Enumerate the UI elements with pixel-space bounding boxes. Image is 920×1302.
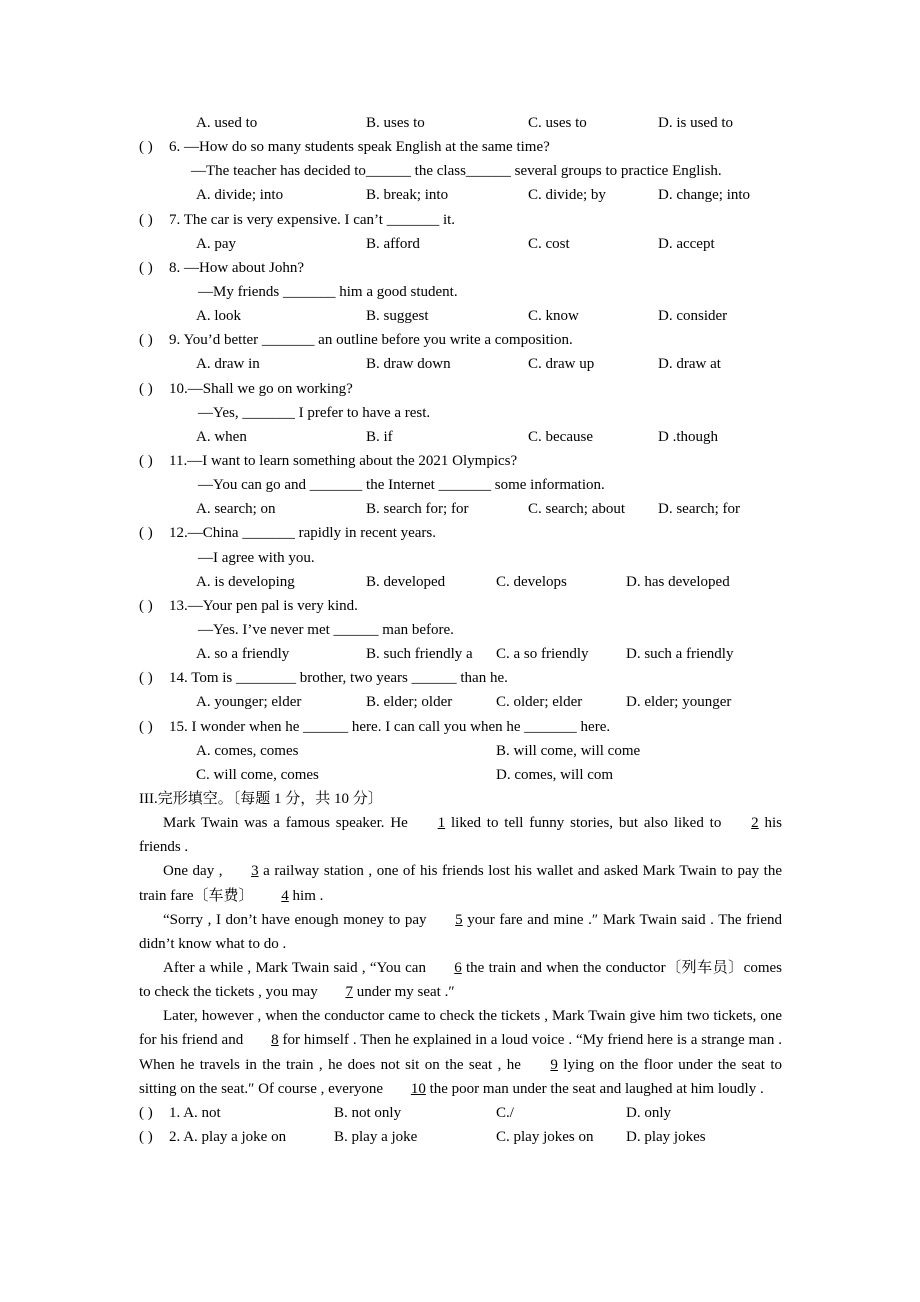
question-9: [139, 328, 782, 352]
option-a: A. when: [196, 428, 247, 445]
answer-bracket: ( ): [139, 1104, 153, 1121]
option-c: C. search; about: [528, 501, 626, 518]
question-number: 10.: [169, 380, 188, 397]
option-c: C. older; elder: [496, 694, 583, 711]
answer-bracket: ( ): [139, 452, 153, 469]
answer-bracket: ( ): [139, 380, 153, 397]
cloze-passage: [139, 811, 782, 1101]
option-a: A. is developing: [196, 573, 295, 590]
option-b: B. such friendly a: [366, 646, 473, 663]
option-d: D. comes, will com: [496, 766, 614, 783]
question-text: —You can go and _______ the Internet _______ some information.: [198, 477, 605, 494]
question-number: 1.: [169, 1104, 181, 1121]
question-text: I wonder when he ______ here. I can call you when he _______ here.: [191, 718, 611, 735]
question-text: —How do so many students speak English at the same time?: [184, 139, 550, 156]
option-b: B. search for; for: [366, 501, 469, 518]
option-c: C. draw up: [528, 356, 595, 373]
option-d: D. such a friendly: [626, 646, 734, 663]
question-number: 7.: [169, 211, 181, 228]
option-b: B. if: [366, 428, 393, 445]
blank-9: 9: [550, 1056, 558, 1073]
option-d: D. consider: [658, 308, 728, 325]
option-d: D. search; for: [658, 501, 741, 518]
option-b: B. uses to: [366, 115, 425, 131]
passage-paragraph-1: Mark Twain was a famous speaker. He 1 liked to tell funny stories, but also liked to 2 his friends .: [139, 811, 782, 859]
option-d: D. change; into: [658, 187, 751, 204]
option-b: B. developed: [366, 573, 446, 590]
question-number: 9.: [169, 332, 181, 349]
question-11-options: [139, 497, 782, 521]
option-c: C. know: [528, 308, 579, 325]
blank-7: 7: [345, 984, 353, 1001]
option-a: A. pay: [196, 235, 236, 252]
option-a: A. draw in: [196, 356, 260, 373]
option-a: A. so a friendly: [196, 646, 290, 663]
question-7: [139, 208, 782, 232]
question-text: Tom is ________ brother, two years ______ than he.: [191, 670, 508, 687]
answer-bracket: ( ): [139, 597, 153, 614]
option-a: A. search; on: [196, 501, 276, 518]
question-text: —Yes, _______ I prefer to have a rest.: [198, 404, 431, 421]
option-d: D. only: [626, 1104, 671, 1121]
question-7-options: [139, 232, 782, 256]
question-number: 11.: [169, 452, 188, 469]
question-text: —I want to learn something about the 2021 Olympics?: [187, 452, 518, 469]
answer-bracket: ( ): [139, 332, 153, 349]
option-a: A. play a joke on: [183, 1129, 287, 1146]
option-a: A. look: [196, 308, 241, 325]
worksheet-page: [139, 111, 782, 1149]
option-a: A. not: [183, 1104, 221, 1121]
answer-bracket: ( ): [139, 718, 153, 735]
question-number: 14.: [169, 670, 188, 687]
passage-paragraph-4: After a while , Mark Twain said , “You can 6 the train and when the conductor〔列车员〕comes to check the tickets , you may 7 under my seat .″: [139, 956, 782, 1004]
question-text: —I agree with you.: [198, 549, 315, 566]
option-b: B. break; into: [366, 187, 449, 204]
option-c: C. uses to: [528, 115, 587, 131]
question-15-options-row1: [139, 739, 782, 763]
blank-5: 5: [455, 911, 463, 928]
option-d: D. draw at: [658, 356, 721, 373]
answer-bracket: ( ): [139, 1129, 153, 1146]
blank-1: 1: [437, 815, 446, 832]
option-a: A. used to: [196, 115, 258, 131]
question-12: [139, 521, 782, 545]
answer-bracket: ( ): [139, 525, 153, 542]
option-c: C. because: [528, 428, 593, 445]
option-c: C. a so friendly: [496, 646, 589, 663]
passage-paragraph-2: One day , 3 a railway station , one of his friends lost his wallet and asked Mark Twain to pay the train fare〔车费〕 4 him .: [139, 859, 782, 907]
question-13: [139, 594, 782, 618]
question-13-options: [139, 642, 782, 666]
question-text: —Shall we go on working?: [187, 380, 353, 397]
passage-paragraph-3: “Sorry , I don’t have enough money to pay 5 your fare and mine .″ Mark Twain said . The friend didn’t know what to do .: [139, 908, 782, 956]
option-c: C. divide; by: [528, 187, 606, 204]
option-b: B. draw down: [366, 356, 451, 373]
answer-bracket: ( ): [139, 139, 153, 156]
option-d: D. has developed: [626, 573, 730, 590]
question-text: The car is very expensive. I can’t _______ it.: [183, 211, 456, 228]
option-b: B. elder; older: [366, 694, 453, 711]
section-heading: III.完形填空。〔每题 1 分，共 10 分〕: [139, 790, 383, 807]
question-10-options: [139, 425, 782, 449]
option-c: C. develops: [496, 573, 567, 590]
passage-paragraph-5: Later, however , when the conductor came to check the tickets , Mark Twain give him two tickets, one for his friend and 8 for himself . Then he explained in a loud voice . “My friend here is a strange man . When he travels in the train , he does not sit on the seat , he 9 lying on the floor under the seat to sitting on the seat.″ Of course , everyone 10 the poor man under the seat and laughed at him loudly .: [139, 1004, 782, 1101]
question-text: You’d better _______ an outline before you write a composition.: [183, 332, 573, 349]
question-8: [139, 256, 782, 280]
question-number: 13.: [169, 597, 188, 614]
question-15-options-row2: [139, 763, 782, 787]
question-number: 15.: [169, 718, 188, 735]
question-number: 8.: [169, 259, 181, 276]
option-d: D. is used to: [658, 115, 733, 131]
option-d: D. accept: [658, 235, 715, 252]
question-text: —How about John?: [184, 259, 304, 276]
question-6: [139, 135, 782, 159]
question-text: —China _______ rapidly in recent years.: [187, 525, 437, 542]
question-11: [139, 449, 782, 473]
option-c: C./: [496, 1104, 514, 1121]
option-c: C. will come, comes: [196, 766, 319, 783]
question-text: —My friends _______ him a good student.: [198, 283, 458, 300]
option-b: B. will come, will come: [496, 742, 641, 759]
answer-bracket: ( ): [139, 259, 153, 276]
blank-4: 4: [281, 887, 289, 904]
option-a: A. younger; elder: [196, 694, 302, 711]
question-12-options: [139, 570, 782, 594]
blank-10: 10: [410, 1080, 426, 1097]
answer-bracket: ( ): [139, 670, 153, 687]
question-text: —Your pen pal is very kind.: [187, 597, 358, 614]
cloze-question-1: [139, 1101, 782, 1125]
question-9-options: [139, 352, 782, 376]
question-number: 2.: [169, 1129, 181, 1146]
option-c: C. play jokes on: [496, 1129, 594, 1146]
option-a: A. comes, comes: [196, 742, 299, 759]
blank-8: 8: [271, 1032, 279, 1049]
option-d: D .though: [658, 428, 718, 445]
question-8-options: [139, 304, 782, 328]
option-b: B. not only: [334, 1104, 402, 1121]
option-b: B. suggest: [366, 308, 429, 325]
blank-3: 3: [251, 863, 259, 880]
option-c: C. cost: [528, 235, 570, 252]
question-14-options: [139, 690, 782, 714]
blank-6: 6: [454, 960, 462, 977]
answer-bracket: ( ): [139, 211, 153, 228]
question-5-options: [139, 111, 782, 135]
question-15: [139, 715, 782, 739]
question-number: 6.: [169, 139, 181, 156]
option-b: B. play a joke: [334, 1129, 418, 1146]
blank-2: 2: [751, 815, 759, 832]
question-text: —The teacher has decided to______ the class______ several groups to practice English.: [191, 163, 722, 180]
option-b: B. afford: [366, 235, 420, 252]
question-6-options: [139, 183, 782, 207]
question-text: —Yes. I’ve never met ______ man before.: [198, 621, 454, 638]
question-14: [139, 666, 782, 690]
cloze-question-2: [139, 1125, 782, 1149]
question-10: [139, 377, 782, 401]
question-number: 12.: [169, 525, 188, 542]
option-d: D. elder; younger: [626, 694, 732, 711]
option-d: D. play jokes: [626, 1129, 706, 1146]
option-a: A. divide; into: [196, 187, 284, 204]
